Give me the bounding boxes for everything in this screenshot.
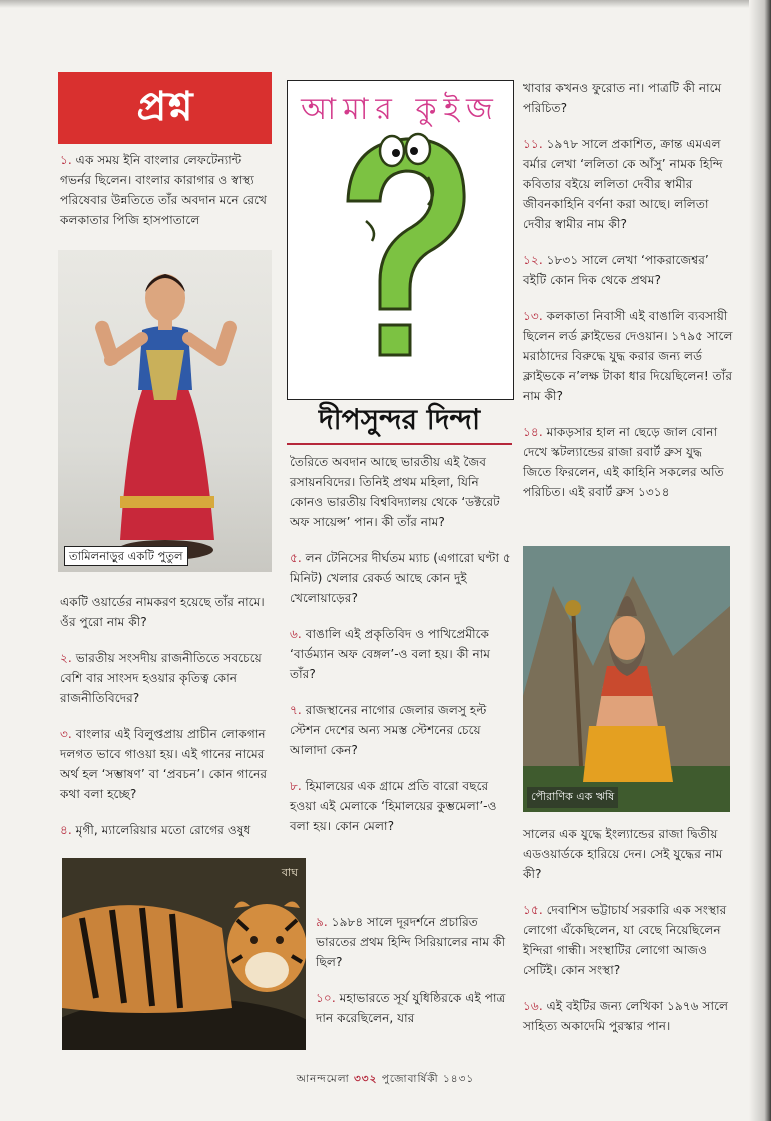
- doll-caption: তামিলনাড়ুর একটি পুতুল: [64, 546, 188, 566]
- question-text: লন টেনিসের দীর্ঘতম ম্যাচ (এগারো ঘণ্টা ৫ মিনিট) খেলার রেকর্ড আছে কোন দুই খেলোয়াড়ের?: [290, 551, 511, 605]
- page-binding-shadow: [749, 0, 771, 1121]
- author-name: দীপসুন্দর দিন্দা: [318, 403, 481, 436]
- left-column-top: [60, 150, 274, 246]
- question-text: বাংলার এই বিলুপ্তপ্রায় প্রাচীন লোকগান দলগত ভাবে গাওয়া হয়। এই গানের নামের অর্থ হল ‘সম্ভাষণ’ বা ‘প্রবচন’। কোন গানের কথা বলা হচ্ছে?: [60, 727, 268, 801]
- page-footer: [0, 1072, 771, 1089]
- question-text: মাকড়সার হাল না ছেড়ে জাল বোনা দেখে স্কটল্যান্ডের রাজা রবার্ট ব্রুস যুদ্ধ জিতে ফিরলেন, এই কাহিনি সকলের অতি পরিচিত। এই রবার্ট ব্রুস ১৩১৪: [523, 425, 724, 499]
- quiz-title-box: [287, 80, 514, 400]
- question-number: ৯.: [316, 915, 328, 929]
- question-16: [523, 996, 733, 1036]
- sage-photo: [523, 546, 730, 812]
- question-7: [290, 700, 512, 760]
- page-number: ৩৩২: [353, 1073, 378, 1085]
- question-3: [60, 724, 278, 804]
- question-9: [316, 912, 512, 972]
- question-text: এই বইটির জন্য লেখিকা ১৯৭৬ সালে সাহিত্য অকাদেমি পুরস্কার পান।: [523, 999, 729, 1033]
- question-number: ১৫.: [523, 903, 543, 917]
- footer-magazine: আনন্দমেলা: [296, 1073, 350, 1085]
- question-text: ১৮৩১ সালে লেখা ‘পাকরাজেশ্বর’ বইটি কোন দিক থেকে প্রথম?: [523, 253, 709, 287]
- question-number: ২.: [60, 651, 72, 665]
- question-number: ১২.: [523, 253, 543, 267]
- question-text: দেবাশিস ভট্টাচার্য সরকারি এক সংস্থার লোগো এঁকেছিলেন, যা বেছে নিয়েছিলেন ইন্দিরা গান্ধী। সংস্থাটির লোগো আজও সেটিই। কোন সংস্থা?: [523, 903, 727, 977]
- question-8: [290, 776, 512, 836]
- right-column-top: [523, 78, 733, 518]
- question-number: ১০.: [316, 991, 336, 1005]
- question-4-continued: তৈরিতে অবদান আছে ভারতীয় এই জৈব রসায়নবিদের। তিনিই প্রথম মহিলা, যিনি কোনও ভারতীয় বিশ্ববিদ্যালয় থেকে ‘ডক্টরেট অফ সায়েন্স’ পান। কী তাঁর নাম?: [290, 455, 500, 529]
- question-4: [60, 820, 278, 840]
- question-14-continued: সালের এক যুদ্ধে ইংল্যান্ডের রাজা দ্বিতীয় এডওয়ার্ডকে হারিয়ে দেন। সেই যুদ্ধের নাম কী?: [523, 827, 723, 881]
- tiger-caption: বাঘ: [281, 866, 298, 879]
- question-11: [523, 134, 733, 234]
- banner-title: প্রশ্ন: [136, 83, 194, 130]
- question-number: ৭.: [290, 703, 302, 717]
- question-2: [60, 648, 278, 708]
- question-number: ১৩.: [523, 309, 543, 323]
- question-number: ৪.: [60, 823, 72, 837]
- question-number: ১.: [60, 153, 72, 167]
- question-1: [60, 150, 274, 230]
- quiz-title: আমার কুইজ: [301, 92, 500, 127]
- middle-column: [290, 452, 512, 852]
- question-text: এক সময় ইনি বাংলার লেফটেন্যান্ট গভর্নর ছিলেন। বাংলার কারাগার ও স্বাস্থ্য পরিষেবার উন্নতিতে তাঁর অবদান মনে রেখে কলকাতার পিজি হাসপাতালে: [60, 153, 268, 227]
- section-banner: [58, 72, 272, 144]
- page-top-edge: [0, 0, 771, 8]
- question-6: [290, 624, 512, 684]
- question-number: ১৬.: [523, 999, 543, 1013]
- question-number: ১১.: [523, 137, 543, 151]
- question-mark-character-icon: [288, 81, 513, 399]
- question-text: মহাভারতে সূর্য যুধিষ্ঠিরকে এই পাত্র দান করেছিলেন, যার: [316, 991, 506, 1025]
- question-10-continued: খাবার কখনও ফুরোত না। পাত্রটি কী নামে পরিচিত?: [523, 81, 722, 115]
- question-text: ১৯৮৪ সালে দূরদর্শনে প্রচারিত ভারতের প্রথম হিন্দি সিরিয়ালের নাম কী ছিল?: [316, 915, 506, 969]
- question-14: [523, 422, 733, 502]
- question-text: মৃগী, ম্যালেরিয়ার মতো রোগের ওষুধ: [75, 823, 251, 837]
- question-text: রাজস্থানের নাগোর জেলার জলসু হল্ট স্টেশন দেশের অন্য সমস্ত স্টেশনের চেয়ে আলাদা কেন?: [290, 703, 487, 757]
- question-10: [316, 988, 512, 1028]
- question-1-continued: একটি ওয়ার্ডের নামকরণ হয়েছে তাঁর নামে। ওঁর পুরো নাম কী?: [60, 595, 265, 629]
- doll-illustration: [58, 250, 272, 572]
- question-number: ৬.: [290, 627, 302, 641]
- footer-edition: পুজোবার্ষিকী ১৪৩১: [381, 1073, 475, 1085]
- right-column-bottom: [523, 824, 733, 1052]
- question-13: [523, 306, 733, 406]
- question-number: ৫.: [290, 551, 302, 565]
- question-text: বাঙালি এই প্রকৃতিবিদ ও পাখিপ্রেমীকে ‘বার্ডম্যান অফ বেঙ্গল’-ও বলা হয়। কী নাম তাঁর?: [290, 627, 491, 681]
- question-number: ৩.: [60, 727, 72, 741]
- question-text: ১৯৭৮ সালে প্রকাশিত, ক্রান্ত এমএল বর্মার লেখা ‘ললিতা কে আঁসু’ নামক হিন্দি কবিতার বইয়ে ললিতা দেবীর স্বামীর জীবনকাহিনি বর্ণনা করা আছে। ললিতা দেবীর স্বামীর নাম কী?: [523, 137, 723, 231]
- question-text: হিমালয়ের এক গ্রামে প্রতি বারো বছরে হওয়া এই মেলাকে ‘হিমালয়ের কুম্ভমেলা’-ও বলা হয়। কোন মেলা?: [290, 779, 497, 833]
- question-15: [523, 900, 733, 980]
- doll-photo: [58, 250, 272, 572]
- author-divider: [287, 443, 512, 445]
- question-text: ভারতীয় সংসদীয় রাজনীতিতে সবচেয়ে বেশি বার সাংসদ হওয়ার কৃতিত্ব কোন রাজনীতিবিদের?: [60, 651, 262, 705]
- left-column-bottom: [60, 592, 278, 856]
- question-number: ৮.: [290, 779, 302, 793]
- question-5: [290, 548, 512, 608]
- question-12: [523, 250, 733, 290]
- sage-illustration: [523, 546, 730, 812]
- tiger-illustration: [62, 858, 306, 1050]
- sage-caption: পৌরাণিক এক ঋষি: [527, 787, 618, 808]
- question-number: ১৪.: [523, 425, 543, 439]
- tiger-photo: [62, 858, 306, 1050]
- middle-column-bottom: [316, 912, 512, 1044]
- question-text: কলকাতা নিবাসী এই বাঙালি ব্যবসায়ী ছিলেন লর্ড ক্লাইভের দেওয়ান। ১৭৯৫ সালে মরাঠাদের বিরুদ্ধে যুদ্ধ করার জন্য লর্ড ক্লাইভকে ন’লক্ষ টাকা ধার দিয়েছিলেন! তাঁর নাম কী?: [523, 309, 733, 403]
